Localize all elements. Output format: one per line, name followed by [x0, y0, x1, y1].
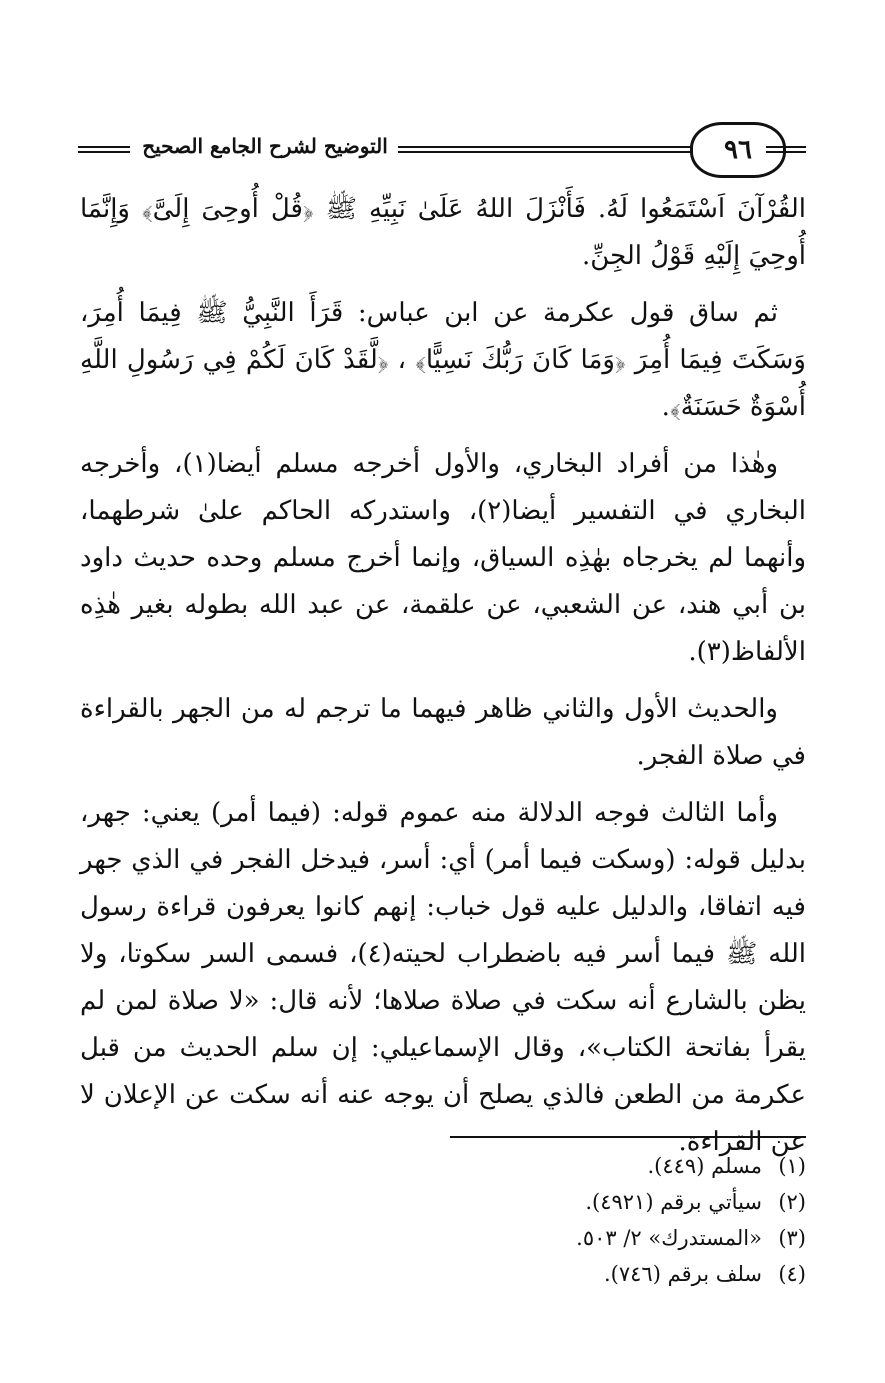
footnote-text: سيأتي برقم (٤٩٢١). — [585, 1190, 762, 1214]
footnote-item — [300, 1220, 806, 1256]
footnote-text: مسلم (٤٤٩). — [647, 1154, 762, 1178]
running-header — [78, 122, 806, 178]
main-text — [80, 186, 806, 1176]
page-number: ٩٦ — [690, 122, 786, 178]
footnotes — [300, 1148, 806, 1292]
footnote-number: (٣) — [778, 1226, 806, 1250]
footnote-item — [300, 1256, 806, 1292]
paragraph: والحديث الأول والثاني ظاهر فيهما ما ترجم له من الجهر بالقراءة في صلاة الفجر. — [80, 694, 806, 771]
paragraph: وأما الثالث فوجه الدلالة منه عموم قوله: (فيما أمر) يعني: جهر، بدليل قوله: (وسكت فيما أمر) أي: أسر، فيدخل الفجر في الذي جهر فيه اتفاقا، والدليل عليه قول خباب: إنهم كانوا يعرفون قراءة رسول الله ﷺ فيما أسر فيه باضطراب لحيته(٤)، فسمى السر سكوتا، ولا يظن بالشارع أنه سكت في صلاة صلاها؛ لأنه قال: «لا صلاة لمن لم يقرأ بفاتحة الكتاب»، وقال الإسماعيلي: إن سلم الحديث من قبل عكرمة من الطعن فالذي يصلح أن يوجه عنه أنه سكت عن الإعلان لا عن القراءة. — [80, 798, 806, 1157]
footnote-separator — [450, 1136, 806, 1138]
header-rule-left — [78, 146, 130, 153]
footnote-item — [300, 1184, 806, 1220]
running-title: التوضيح لشرح الجامع الصحيح — [142, 134, 388, 158]
footnote-item — [300, 1148, 806, 1184]
footnote-text: سلف برقم (٧٤٦). — [604, 1262, 762, 1286]
header-rule-right — [766, 146, 806, 153]
paragraph: القُرْآنَ اَسْتَمَعُوا لَهُ. فَأَنْزَلَ اللهُ عَلَىٰ نَبِيِّهِ ﷺ ﴿قُلْ أُوحِىَ إِلَىَّ﴾ وَإِنَّمَا أُوحِيَ إِلَيْهِ قَوْلُ الجِنِّ. — [80, 194, 806, 271]
paragraph: ثم ساق قول عكرمة عن ابن عباس: قَرَأَ النَّبِيُّ ﷺ فِيمَا أُمِرَ، وَسَكَتَ فِيمَا أُمِرَ ﴿وَمَا كَانَ رَبُّكَ نَسِيًّا﴾ ، ﴿لَّقَدْ كَانَ لَكُمْ فِي رَسُولِ اللَّهِ أُسْوَةٌ حَسَنَةٌ﴾. — [80, 298, 806, 422]
footnote-text: «المستدرك» ٢/ ٥٠٣. — [576, 1226, 762, 1250]
footnote-number: (٤) — [778, 1262, 806, 1286]
paragraph: وهٰذا من أفراد البخاري، والأول أخرجه مسلم أيضا(١)، وأخرجه البخاري في التفسير أيضا(٢)، واستدركه الحاكم علىٰ شرطهما، وأنهما لم يخرجاه بهٰذِه السياق، وإنما أخرج مسلم وحده حديث داود بن أبي هند، عن الشعبي، عن علقمة، عن عبد الله بطوله بغير هٰذِه الألفاظ(٣). — [80, 449, 806, 667]
footnote-number: (٢) — [778, 1190, 806, 1214]
footnote-number: (١) — [778, 1154, 806, 1178]
